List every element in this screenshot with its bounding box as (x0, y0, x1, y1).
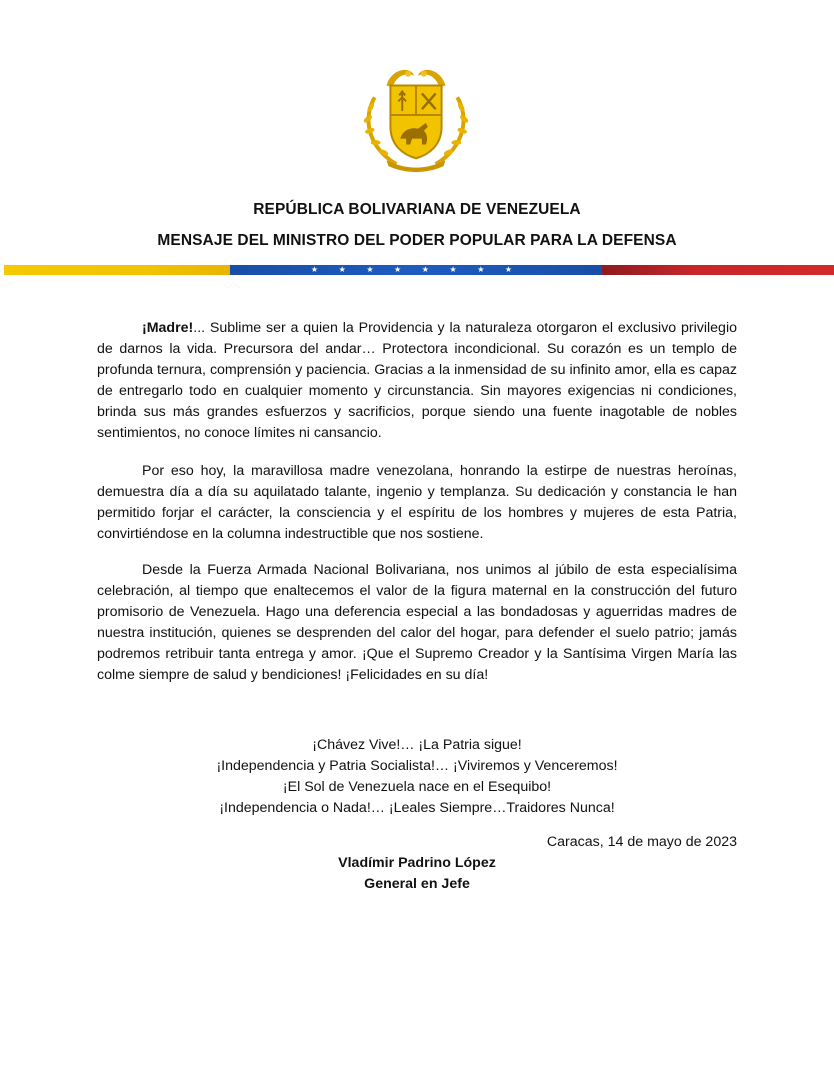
paragraph-1-text: ... Sublime ser a quien la Providencia y la naturaleza otorgaron el exclusivo privilegio de darnos la vida. Precursora del andar… Protectora incondicional. Su corazón es un templo de profunda ternura, comprensión y paciencia. Gracias a la inmensidad de su infinito amor, ella es capaz de entregarlo todo en cualquier momento y circunstancia. Sin mayores exigencias ni condiciones, brinda sus más grandes esfuerzos y sacrificios, porque siendo una fuente inagotable de nobles sentimientos, no conoce límites ni cansancio. (97, 320, 737, 441)
mottos-block (0, 735, 834, 819)
motto-line: ¡Chávez Vive!… ¡La Patria sigue! (312, 737, 522, 753)
paragraph-3: Desde la Fuerza Armada Nacional Bolivariana, nos unimos al júbilo de esta especialísima celebración, al tiempo que enaltecemos el valor de la figura maternal en la construcción del futuro promisorio de Venezuela. Hago una deferencia especial a las bondadosas y aguerridas madres de nuestra institución, quienes se desprenden del calor del hogar, para defender el suelo patrio; jamás podremos retribuir tanta entrega y amor. ¡Que el Supremo Creador y la Santísima Virgen María las colme siempre de salud y bendiciones! ¡Felicidades en su día! (97, 562, 737, 683)
document-subtitle: MENSAJE DEL MINISTRO DEL PODER POPULAR PARA LA DEFENSA (157, 232, 677, 249)
coat-of-arms-icon (357, 58, 475, 176)
flag-blue-stripe (230, 265, 602, 275)
signer-rank: General en Jefe (364, 876, 470, 892)
paragraph-1-lead: ¡Madre! (142, 320, 194, 336)
flag-stars: ★ ★ ★ ★ ★ ★ ★ ★ (310, 265, 522, 274)
signer-name: Vladímir Padrino López (338, 855, 496, 871)
flag-red-stripe (602, 265, 834, 275)
motto-line: ¡Independencia o Nada!… ¡Leales Siempre…Traidores Nunca! (219, 800, 615, 816)
motto-line: ¡El Sol de Venezuela nace en el Esequibo! (282, 779, 552, 795)
paragraph-2: Por eso hoy, la maravillosa madre venezolana, honrando la estirpe de nuestras heroínas, demuestra día a día su aquilatado talante, ingenio y templanza. Su dedicación y constancia le han permitido forjar el carácter, la consciencia y el espíritu de los hombres y mujeres de esta Patria, convirtiéndose en la columna indestructible que nos sostiene. (97, 463, 737, 542)
flag-divider (4, 265, 834, 275)
flag-yellow-stripe (4, 265, 230, 275)
date-place: Caracas, 14 de mayo de 2023 (546, 834, 737, 850)
paragraph-1 (97, 318, 737, 444)
document-title: REPÚBLICA BOLIVARIANA DE VENEZUELA (253, 201, 581, 218)
motto-line: ¡Independencia y Patria Socialista!… ¡Viviremos y Venceremos! (216, 758, 618, 774)
